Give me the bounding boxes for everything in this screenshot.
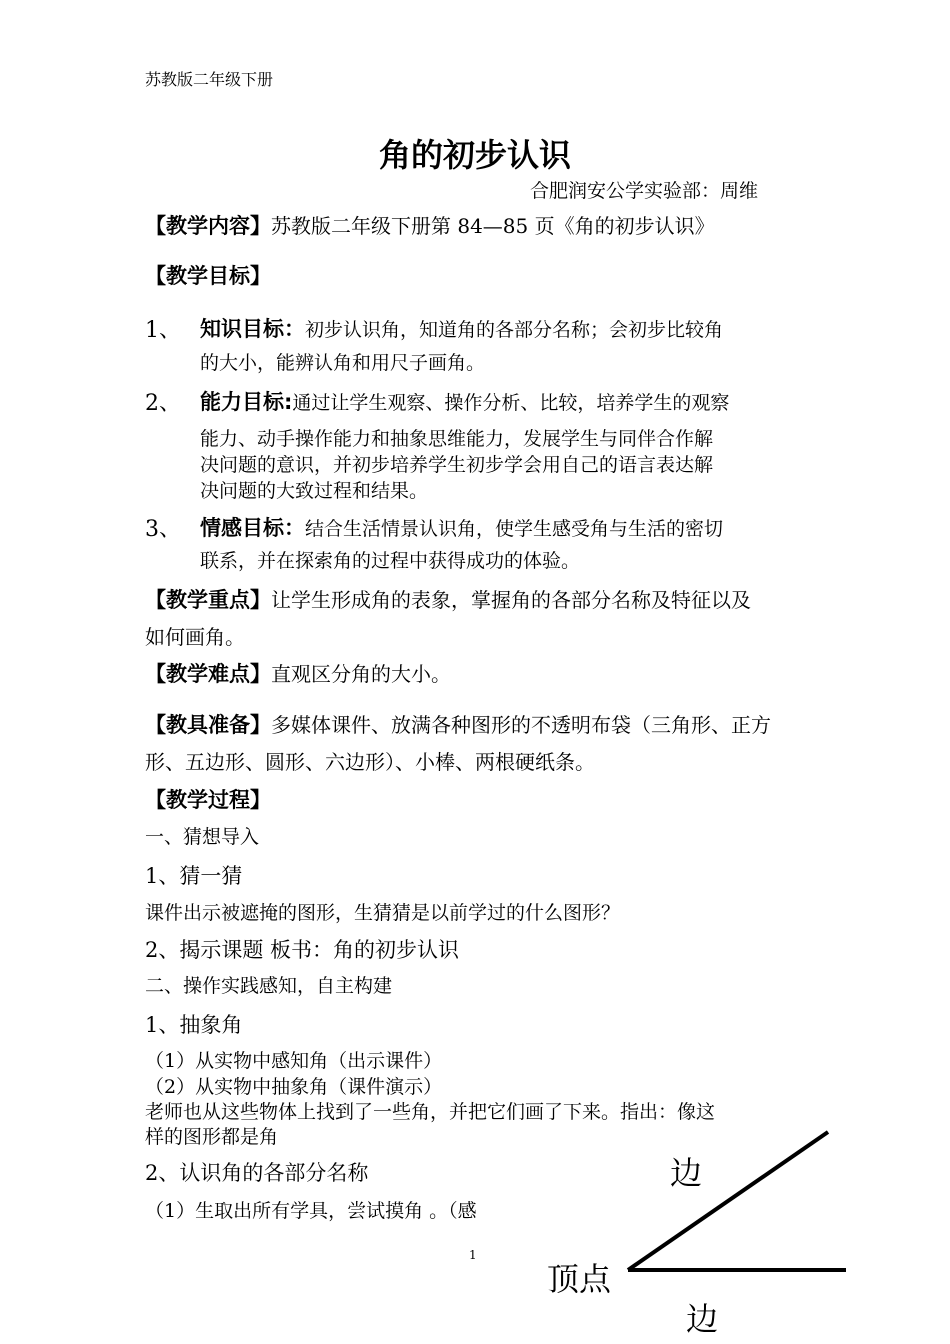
process-line: 1、抽象角 [145, 1013, 243, 1037]
difficulty-text: 直观区分角的大小。 [271, 662, 451, 686]
goal-2-title: 能力目标: [200, 390, 293, 414]
teaching-goals-heading [145, 260, 271, 290]
goal-1-text: 初步认识角，知道角的各部分名称；会初步比较角 [305, 319, 724, 341]
teaching-content-label: 【教学内容】 [145, 214, 271, 238]
page-number: 1 [469, 1248, 477, 1262]
process-line: （1）从实物中感知角（出示课件） [145, 1050, 443, 1072]
key-point [145, 584, 751, 614]
angle-diagram [600, 1120, 860, 1290]
process-line: 样的图形都是角 [145, 1126, 279, 1148]
goal-3-line-2: 联系，并在探索角的过程中获得成功的体验。 [200, 550, 581, 572]
process-line: 老师也从这些物体上找到了一些角，并把它们画了下来。指出：像这 [145, 1101, 716, 1123]
page-title: 角的初步认识 [378, 136, 571, 174]
process-heading-label: 【教学过程】 [145, 788, 271, 812]
goal-1-line-2: 的大小，能辨认角和用尺子画角。 [200, 352, 486, 374]
process-line: 2、认识角的各部分名称 [145, 1161, 369, 1185]
teaching-goals-label: 【教学目标】 [145, 264, 271, 288]
author-line: 合肥润安公学实验部：周维 [530, 180, 759, 202]
tools-text-1: 多媒体课件、放满各种图形的不透明布袋（三角形、正方 [271, 713, 771, 737]
key-point-text-1: 让学生形成角的表象，掌握角的各部分名称及特征以及 [271, 588, 751, 612]
goal-1-number: 1、 [145, 318, 181, 343]
goal-3-title: 情感目标： [200, 516, 305, 540]
goal-3-line-1 [200, 512, 723, 542]
angle-side-bottom-label: 边 [686, 1300, 719, 1338]
running-header: 苏教版二年级下册 [145, 70, 274, 89]
difficulty [145, 658, 451, 688]
goal-2-line-1 [200, 386, 729, 416]
goal-2-text: 通过让学生观察、操作分析、比较，培养学生的观察 [292, 392, 730, 414]
goal-3-number: 3、 [145, 517, 181, 542]
process-line: （1）生取出所有学具，尝试摸角 。（感 [145, 1200, 477, 1222]
angle-side-upper [628, 1132, 828, 1270]
process-line: 2、揭示课题 板书：角的初步认识 [145, 938, 460, 962]
goal-2-line-2: 能力、动手操作能力和抽象思维能力，发展学生与同伴合作解 [200, 428, 714, 450]
goal-1-line-1 [200, 313, 723, 343]
teaching-content [145, 210, 715, 240]
angle-side-top-label: 边 [670, 1154, 703, 1192]
process-line: 一、猜想导入 [145, 826, 260, 848]
tools-text-2: 形、五边形、圆形、六边形）、小棒、两根硬纸条。 [145, 750, 595, 774]
process-line: 1、猜一猜 [145, 864, 243, 888]
tools [145, 709, 771, 739]
process-line: （2）从实物中抽象角（课件演示） [145, 1076, 443, 1098]
goal-3-text: 结合生活情景认识角，使学生感受角与生活的密切 [305, 518, 724, 540]
goal-2-line-3: 决问题的意识，并初步培养学生初步学会用自己的语言表达解 [200, 454, 714, 476]
key-point-label: 【教学重点】 [145, 588, 271, 612]
process-heading [145, 784, 271, 814]
process-line: 课件出示被遮掩的图形，生猜猜是以前学过的什么图形？ [145, 902, 621, 924]
goal-1-title: 知识目标： [200, 317, 305, 341]
tools-label: 【教具准备】 [145, 713, 271, 737]
key-point-text-2: 如何画角。 [145, 625, 245, 649]
teaching-content-text: 苏教版二年级下册第 84—85 页《角的初步认识》 [271, 214, 715, 238]
goal-2-number: 2、 [145, 391, 181, 416]
goal-2-line-4: 决问题的大致过程和结果。 [200, 480, 429, 502]
angle-vertex-label: 顶点 [547, 1260, 612, 1298]
process-line: 二、操作实践感知，自主构建 [145, 975, 393, 997]
difficulty-label: 【教学难点】 [145, 662, 271, 686]
